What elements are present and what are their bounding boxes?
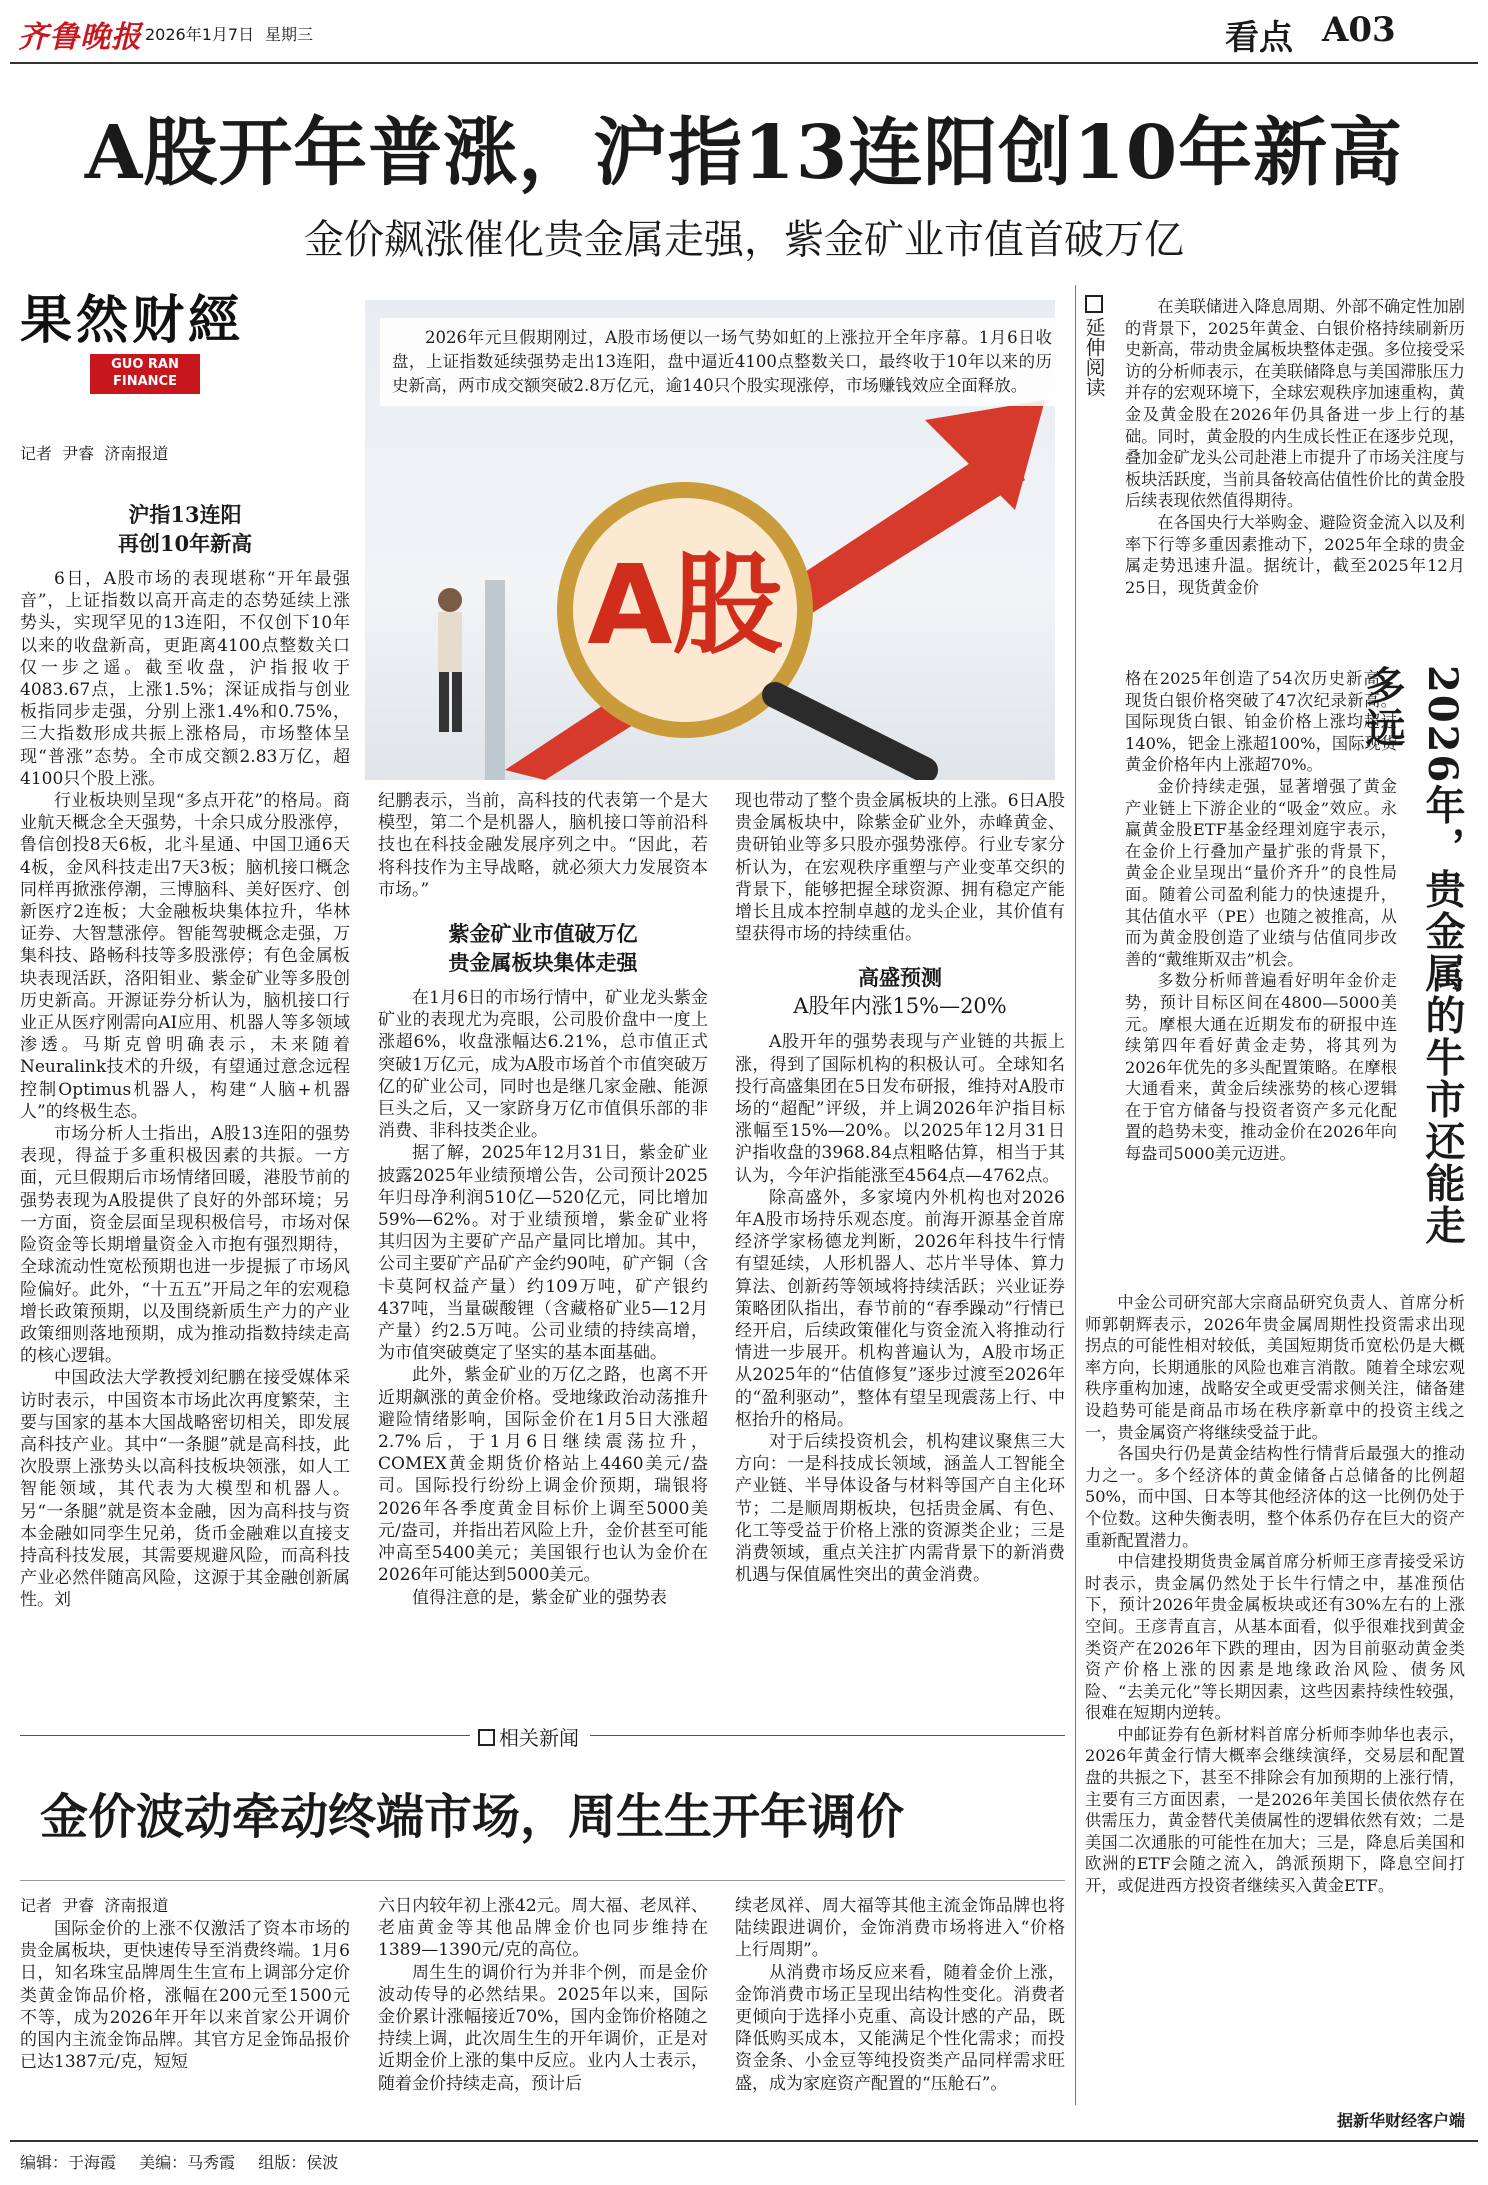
lead-summary-text: 2026年元旦假期刚过，A股市场便以一场气势如虹的上涨拉开全年序幕。1月6日收盘，上证指数延续强势走出13连阳，盘中逼近4100点整数关口，最终收于10年以来的历史新高，两市成交额突破2.8万亿元，逾140只个股实现涨停，市场赚钱效应全面释放。 [392,328,1052,395]
page-header [0,0,1488,60]
column-logo-badge [90,354,200,394]
side-paragraph: 各国央行仍是黄金结构性行情背后最强大的推动力之一。多个经济体的黄金储备占总储备的比例超50%，而中国、日本等其他经济体的这一比例仍处于个位数。这种失衡表明，整个体系仍存在巨大的资产重新配置潜力。 [1085,1444,1465,1550]
main-subtitle: 金价飙涨催化贵金属走强，紫金矿业市值首破万亿 [304,217,1184,263]
section1-heading [20,500,350,558]
paper-logo: 齐鲁晚报 [18,20,142,55]
col3-paragraph: 现也带动了整个贵金属板块的上涨。6日A股贵金属板块中，除紫金矿业外，赤峰黄金、贵研铂业等多只股亦强势涨停。行业专家分析认为，在宏观秩序重塑与产业变革交织的背景下，能够把握全球资源、拥有稳定产能增长且成本控制卓越的龙头企业，其价值有望获得市场的持续重估。 [735,791,1065,945]
section1-paragraph: 市场分析人士指出，A股13连阳的强势表现，得益于多重积极因素的共振。一方面，元旦假期后市场情绪回暖，港股节前的强势表现为A股提供了良好的外部环境；另一方面，资金层面呈现积极信号，市场对保险资金等长期增量资金入市抱有强烈期待，全球流动性宽松预期也进一步提振了市场风险偏好。此外，“十五五”开局之年的宏观稳增长政策预期，以及围绕新质生产力的产业政策细则落地预期，成为推动指数持续走高的核心逻辑。 [20,1124,350,1367]
side-paragraph: 中信建投期货贵金属首席分析师王彦青接受采访时表示，贵金属仍然处于长牛行情之中，基准预估下，预计2026年贵金属板块或还有30%左右的上涨空间。王彦青直言，从基本面看，似乎很难找到黄金类资产在2026年下跌的理由，因为目前驱动黄金类资产价格上涨的因素是地缘政治风险、债务风险、“去美元化”等长期因素，这些因素持续性较强，很难在短期内逆转。 [1085,1552,1465,1723]
section3-heading [735,963,1065,1021]
col3-paragraph: A股开年的强势表现与产业链的共振上涨，得到了国际机构的积极认可。全球知名投行高盛集团在5日发布研报，维持对A股市场的“超配”评级，并上调2026年沪指目标涨幅至15%—20%。以2025年12月31日沪指收盘的3968.84点粗略估算，相当于其认为，今年沪指能涨至4564点—4762点。 [735,1032,1065,1186]
column-logo [20,290,320,410]
side-bottom-text [1085,1292,1465,2102]
column-logo-name: 果然财經 [20,290,245,351]
footer-credits [20,2150,338,2173]
related-paragraph: 国际金价的上涨不仅激活了资本市场的贵金属板块，更快速传导至消费终端。1月6日，知名珠宝品牌周生生宣布上调部分定价类黄金饰品价格，涨幅在200元至1500元不等，成为2026年开年以来首家公开调价的国内主流金饰品牌。其官方足金饰品报价已达1387元/克，短短 [20,1919,350,2073]
main-headline: A股开年普涨，沪指13连阳创10年新高 [84,110,1404,196]
related-tag-text: 相关新闻 [499,1726,579,1750]
side-paragraph: 中邮证券有色新材料首席分析师李帅华也表示，2026年黄金行情大概率会继续演绎，交易层和配置盘的共振之下，甚至不排除会有加预期的上涨行情，主要有三方面因素，一是2026年美国长债依然存在供需压力，黄金替代美债属性的逻辑依然有效；二是美国二次通胀的可能性在加大；三是，降息后美国和欧洲的ETF会随之流入，鸽派预期下，降息空间打开，或促进西方投资者继续买入黄金ETF。 [1085,1724,1465,1896]
section1-heading-line1: 沪指13连阳 [128,502,242,527]
reporter-byline: 记者 尹睿 济南报道 [20,444,169,463]
side-tag-text: 延伸阅读 [1082,317,1106,397]
section2-heading-line1: 紫金矿业市值破万亿 [448,921,638,947]
section3-column [735,790,1065,1705]
side-column-divider [1075,285,1076,2105]
section3-heading-line1: 高盛预测 [858,965,942,991]
related-tag-marker [478,1729,495,1746]
footer-proofreader: 组版：侯波 [258,2153,339,2172]
related-col2 [378,1895,708,2125]
side-tag-marker [1085,295,1103,313]
col2-paragraph: 纪鹏表示，当前，高科技的代表第一个是大模型，第二个是机器人，脑机接口等前沿科技也在科技金融发展序列之中。“因此，若将科技作为主导战略，就必须大力发展资本市场。” [378,791,708,900]
side-paragraph: 金价持续走强，显著增强了黄金产业链上下游企业的“吸金”效应。永赢黄金股ETF基金经理刘庭宇表示，在金价上行叠加产量扩张的背景下，黄金企业呈现出“量价齐升”的良性局面。随着公司盈利能力的快速提升，其估值水平（PE）也随之被推高，从而为黄金股创造了业绩与估值同步改善的“戴维斯双击”机会。 [1125,776,1397,969]
photo-big-text: A股 [587,541,783,669]
section2-heading [378,919,708,977]
related-byline: 记者 尹睿 济南报道 [20,1896,169,1915]
section1-heading-line2: 再创10年新高 [117,531,253,556]
section1-paragraph: 6日，A股市场的表现堪称“开年最强音”，上证指数以高开高走的态势延续上涨势头，实现罕见的13连阳，不仅创下10年以来的收盘新高，更距离4100点整数关口仅一步之遥。截至收盘，沪指报收于4083.67点，上涨1.5%；深证成指与创业板指同步走强，分别上涨1.4%和0.75%，三大指数形成共振上涨格局，市场整体呈现“普涨”态势。全市成交额2.83万亿，超4100只个股上涨。 [20,569,350,789]
side-top-text [1125,296,1465,666]
col3-paragraph: 对于后续投资机会，机构建议聚焦三大方向：一是科技成长领域，涵盖人工智能全产业链、半导体设备与材料等国产自主化环节；二是顺周期板块，包括贵金属、有色、化工等受益于价格上涨的资源类企业；三是消费领域，重点关注扩内需背景下的新消费机遇与保值属性突出的黄金消费。 [735,1432,1065,1586]
related-headline: 金价波动牵动终端市场，周生生开年调价 [40,1789,905,1845]
col2-paragraph: 值得注意的是，紫金矿业的强势表 [412,1587,667,1608]
side-paragraph: 格在2025年创造了54次历史新高，现货白银价格突破了47次纪录新高。国际现货白银、铂金价格上涨均超过140%，钯金上涨超100%，国际现货黄金价格年内上涨超70%。 [1125,669,1397,775]
section1-column [20,500,350,1705]
related-paragraph: 六日内较年初上涨42元。周大福、老凤祥、老庙黄金等其他品牌金价也同步维持在1389—1390元/克的高位。 [378,1896,708,1961]
section1-paragraph: 行业板块则呈现“多点开花”的格局。商业航天概念全天强势，十余只成分股涨停，鲁信创投8天6板，北斗星通、中国卫通6天4板，金风科技走出7天3板；脑机接口概念同样再掀涨停潮，三博脑科、美好医疗、创新医疗2连板；大金融板块集体拉升，华林证券、大智慧涨停。智能驾驶概念走强，万集科技、路畅科技等多股涨停；有色金属板块表现活跃，洛阳钼业、紫金矿业等多股创历史新高。开源证券分析认为，脑机接口行业正从医疗刚需向AI应用、机器人等多领域渗透。马斯克曾明确表示，未来随着Neuralink技术的升级，有望通过意念远程控制Optimus机器人，构建“人脑+机器人”的终极生态。 [20,791,350,1122]
related-separator [20,1880,1065,1881]
side-paragraph: 多数分析师普遍看好明年金价走势，预计目标区间在4800—5000美元。摩根大通在近期发布的研报中连续第四年看好黄金走势，将其列为2026年优先的多头配置策略。在摩根大通看来，黄金后续涨势的核心逻辑在于官方储备与投资者资产多元化配置的趋势未变，推动金价在2026年向每盎司5000美元迈进。 [1125,971,1397,1164]
side-title: 2026年，贵金属的牛市还能走多远 [1359,665,1466,1247]
column-logo-en1: GUO RAN [111,357,179,372]
related-paragraph: 续老凤祥、周大福等其他主流金饰品牌也将陆续跟进调价，金饰消费市场将进入“价格上行周期”。 [735,1896,1065,1961]
issue-date: 2026年1月7日 [145,25,255,44]
section1-paragraph: 中国政法大学教授刘纪鹏在接受媒体采访时表示，中国资本市场此次再度繁荣，主要与国家的基本大国战略密切相关，即发展高科技产业。其中“一条腿”就是高科技，此次股票上涨势头以高科技板块领涨，如人工智能领域，其代表为大模型和机器人。另“一条腿”就是资本金融，因为高科技与资本金融如同孪生兄弟，货币金融难以直接支持高科技发展，其需要规避风险，而高科技产业必然伴随高风险，这源于其金融创新属性。刘 [20,1368,350,1611]
related-rule-left [20,1735,470,1736]
section2-heading-line2: 贵金属板块集体走强 [448,950,638,976]
section2-column [378,790,708,1705]
column-logo-en2: FINANCE [113,374,177,389]
related-col3 [735,1895,1065,2125]
side-paragraph: 在各国央行大举购金、避险资金流入以及利率下行等多重因素推动下，2025年全球的贵金属走势迅速升温。据统计，截至2025年12月25日，现货黄金价 [1125,512,1465,597]
page-number: A03 [1322,10,1396,50]
col2-paragraph: 此外，紫金矿业的万亿之路，也离不开近期飙涨的黄金价格。受地缘政治动荡推升避险情绪影响，国际金价在1月5日大涨超2.7%后，于1月6日继续震荡拉升，COMEX黄金期货价格站上4460美元/盎司。国际投行纷纷上调金价预期，瑞银将2026年各季度黄金目标价上调至5000美元/盎司，并指出若风险上升，金价甚至可能冲高至5400美元；美国银行也认为金价在2026年可能达到5000美元。 [378,1365,708,1586]
side-tag [1082,295,1106,397]
side-source: 据新华财经客户端 [1336,2111,1465,2130]
side-narrow-text [1125,668,1397,1288]
col2-paragraph: 在1月6日的市场行情中，矿业龙头紫金矿业的表现尤为亮眼，公司股价盘中一度上涨超6%，收盘涨幅达6.21%，总市值正式突破1万亿元，成为A股市场首个市值突破万亿的矿业公司，同时也是继几家金融、能源巨头之后，又一家跻身万亿市值俱乐部的非消费、非科技类企业。 [378,988,708,1142]
side-paragraph: 在美联储进入降息周期、外部不确定性加剧的背景下，2025年黄金、白银价格持续刷新历史新高，带动贵金属板块整体走强。多位接受采访的分析师表示，在美联储降息与美国滞胀压力并存的宏观环境下，全球宏观秩序加速重构，黄金及黄金股在2026年仍具备进一步上行的基础。同时，黄金股的内生成长性正在逐步兑现，叠加金矿龙头公司赴港上市提升了市场关注度与板块活跃度，当前具备较高估值性价比的黄金股后续表现依然值得期待。 [1125,297,1465,511]
related-col1 [20,1918,350,2123]
footer-rule [10,2140,1478,2142]
related-paragraph: 从消费市场反应来看，随着金价上涨，金饰消费市场正呈现出结构性变化。消费者更倾向于选择小克重、高设计感的产品，既降低购买成本，又能满足个性化需求；而投资金条、小金豆等纯投资类产品同样需求旺盛，成为家庭资产配置的“压舱石”。 [735,1962,1065,2094]
related-tag [478,1722,579,1751]
col3-paragraph: 除高盛外，多家境内外机构也对2026年A股市场持乐观态度。前海开源基金首席经济学家杨德龙判断，2026年科技牛行情有望延续，人形机器人、芯片半导体、算力算法、创新药等领域将持续活跃；兴业证券策略团队指出，春节前的“春季躁动”行情已经开启，后续政策催化与资金流入将推动行情进一步展开。机构普遍认为，A股市场正从2025年的“估值修复”逐步过渡至2026年的“盈利驱动”，整体有望呈现震荡上行、中枢抬升的格局。 [735,1187,1065,1430]
side-paragraph: 中金公司研究部大宗商品研究负责人、首席分析师郭朝辉表示，2026年贵金属周期性投资需求出现拐点的可能性相对较低，美国短期货币宽松仍是大概率方向，长期通胀的风险也难言消散。随着全球宏观秩序重构加速，战略安全或更受需求侧关注，储备建设趋势可能是商品市场在秩序新章中的投资主线之一，贵金属资产将继续受益于此。 [1085,1293,1465,1442]
lead-summary-box [380,318,1064,406]
header-rule [10,62,1478,64]
footer-designer: 美编：马秀霞 [139,2153,236,2172]
issue-weekday: 星期三 [265,25,314,44]
section-name: 看点 [1225,18,1293,58]
col2-paragraph: 据了解，2025年12月31日，紫金矿业披露2025年业绩预增公告，公司预计2025年归母净利润510亿—520亿元，同比增加59%—62%。对于业绩预增，紫金矿业将其归因为主要矿产品产量同比增加。其中，公司主要矿产品矿产金约90吨，矿产铜（含卡莫阿权益产量）约109万吨，矿产银约437吨，当量碳酸锂（含藏格矿业5—12月产量）约2.5万吨。公司业绩的持续高增，为市值突破奠定了坚实的基本面基础。 [378,1143,708,1364]
section3-heading-line2: A股年内涨15%—20% [793,994,1007,1019]
related-paragraph: 周生生的调价行为并非个例，而是金价波动传导的必然结果。2025年以来，国际金价累计涨幅接近70%，国内金饰价格随之持续上调，此次周生生的开年调价，正是对近期金价上涨的集中反应。业内人士表示，随着金价持续走高，预计后 [378,1962,708,2094]
related-rule-right [590,1735,1065,1736]
footer-editor: 编辑：于海霞 [20,2153,117,2172]
